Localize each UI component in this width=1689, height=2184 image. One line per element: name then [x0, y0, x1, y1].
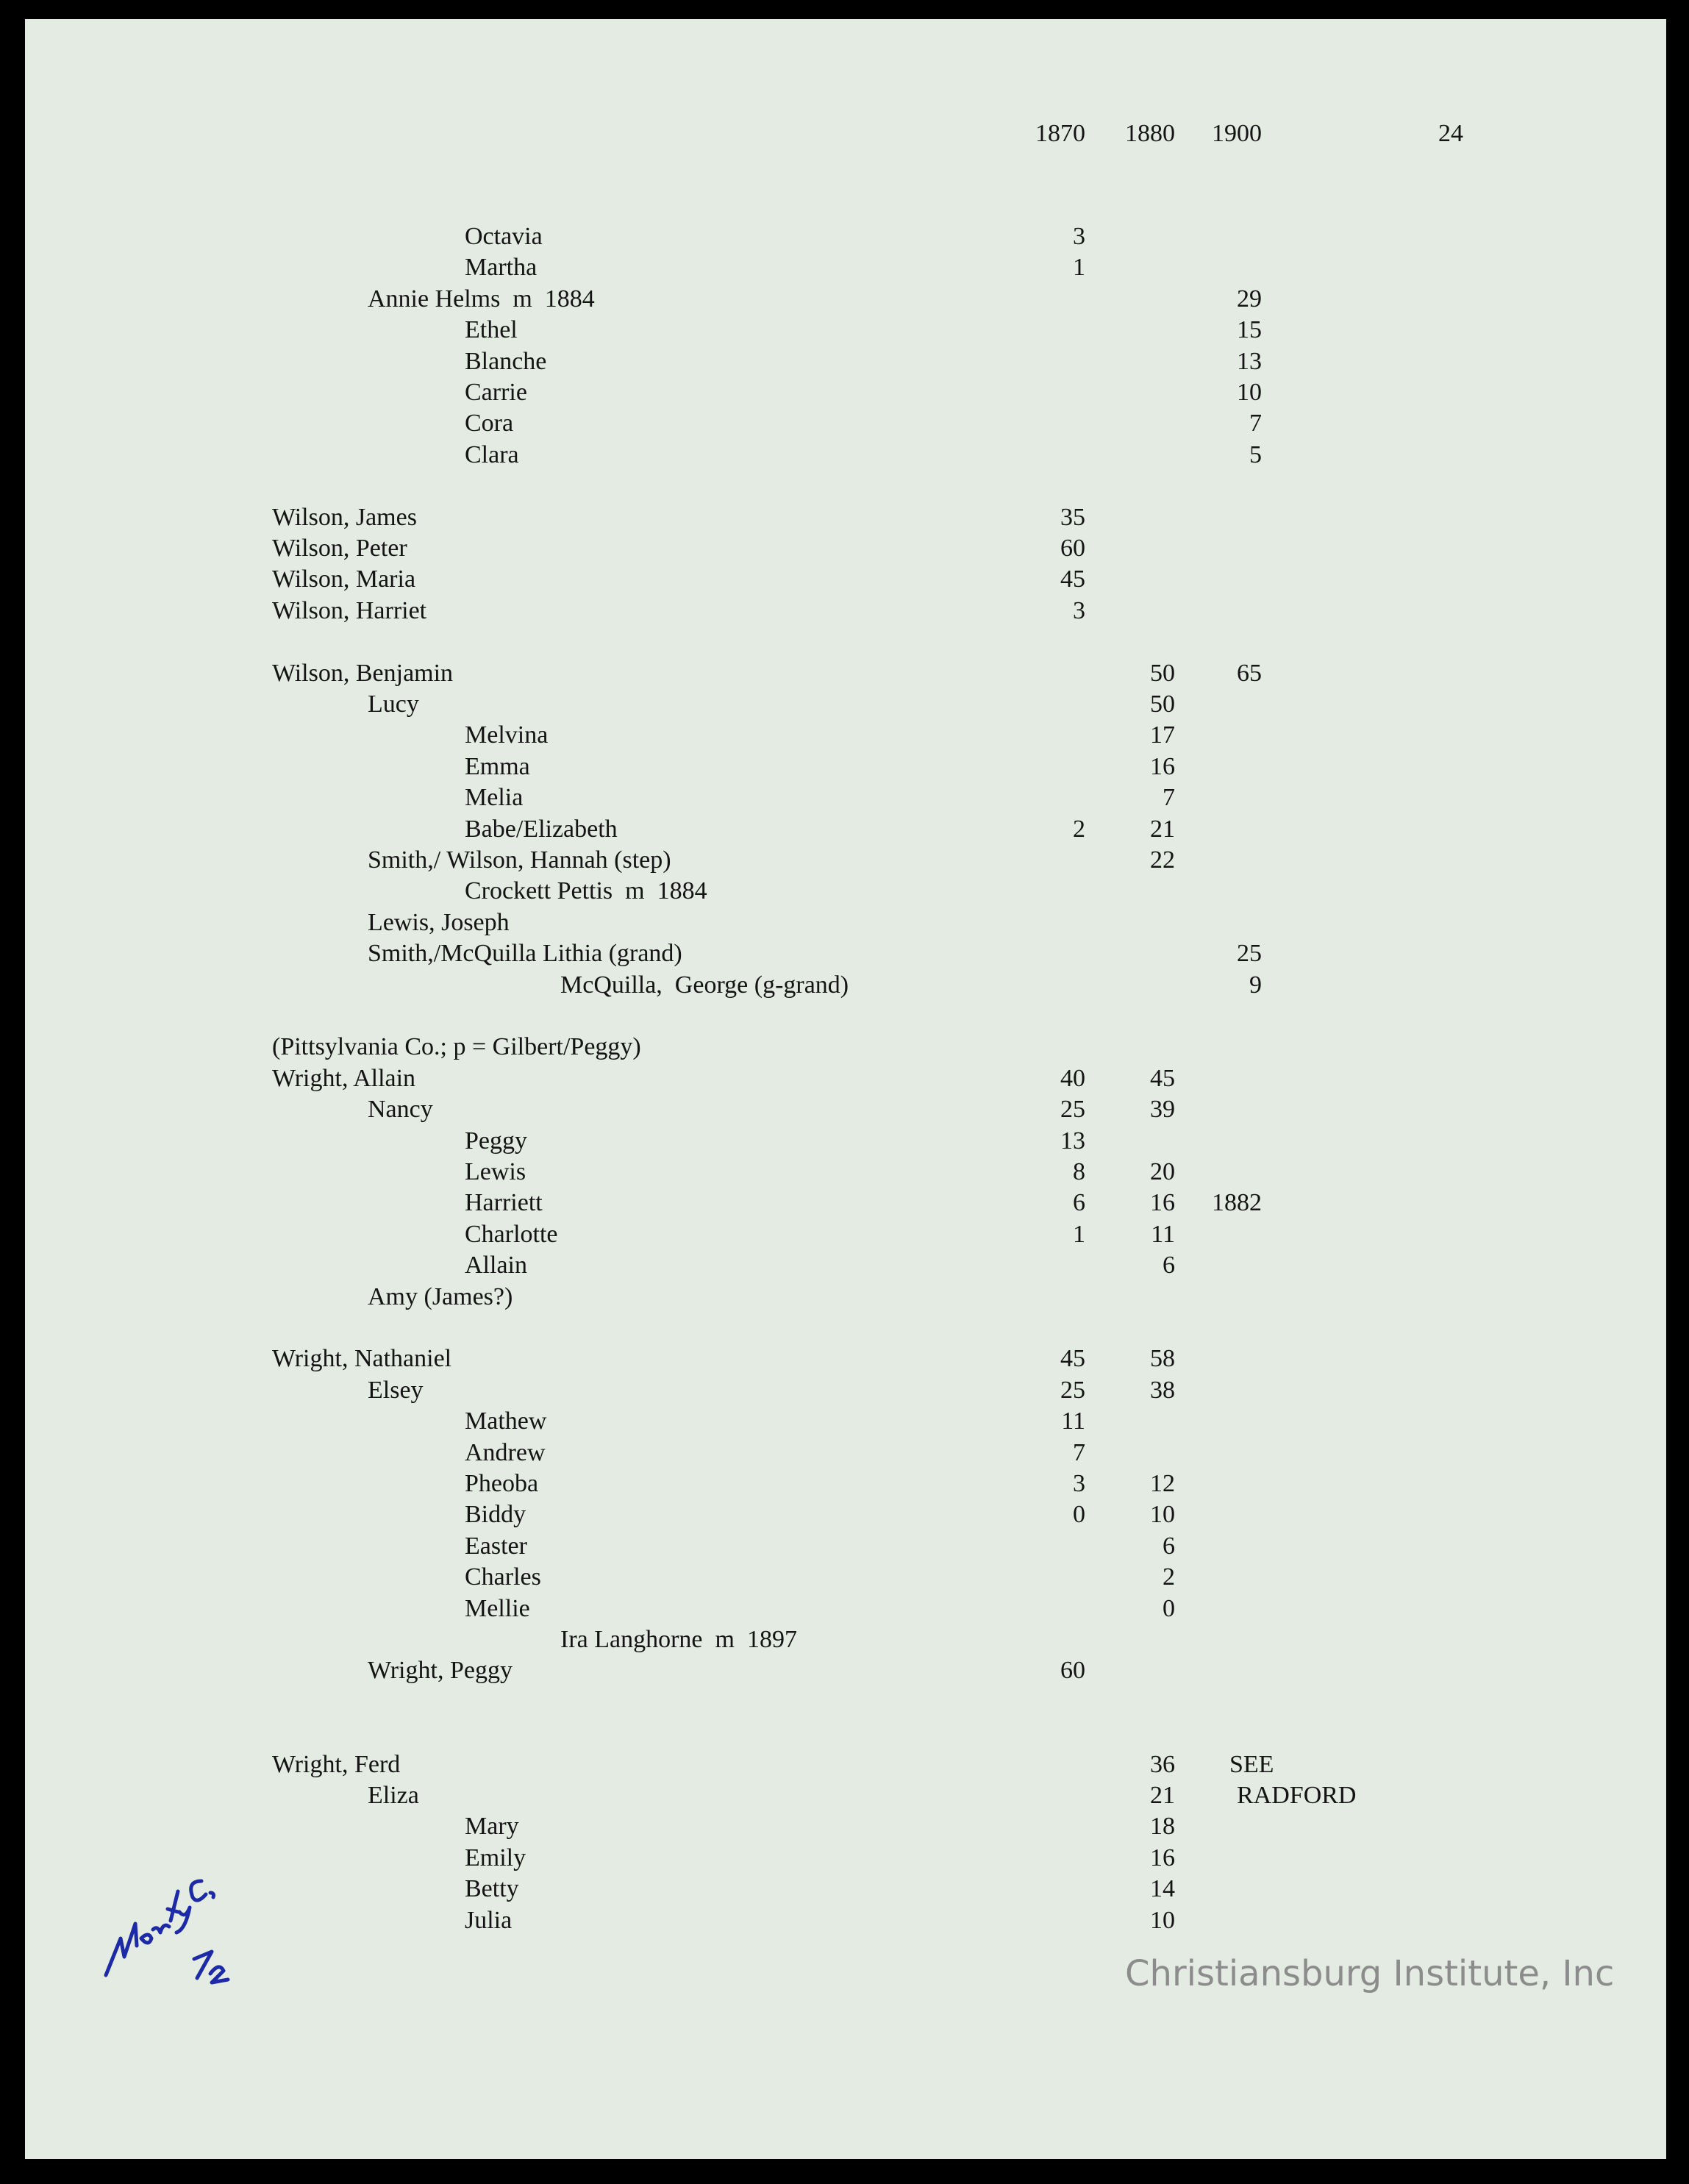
age-1870: 0 [1073, 1501, 1085, 1529]
age-1870: 25 [1060, 1096, 1085, 1124]
age-1880: 10 [1150, 1906, 1175, 1934]
page-number: 24 [1438, 120, 1463, 147]
entry-name: Octavia [465, 223, 543, 250]
entry-name: Lewis [465, 1158, 526, 1185]
age-1900: 5 [1249, 440, 1262, 468]
age-1870: 45 [1060, 565, 1085, 593]
age-1870: 3 [1073, 223, 1085, 250]
age-1880: 45 [1150, 1064, 1175, 1092]
entry-name: Emma [465, 752, 530, 780]
age-1870: 13 [1060, 1127, 1085, 1155]
entry-name: Pheoba [465, 1470, 539, 1497]
age-1880: 50 [1150, 659, 1175, 687]
entry-name: Allain [465, 1252, 527, 1280]
entry-name: Blanche [465, 347, 547, 375]
entry-name: Ethel [465, 316, 518, 344]
entry-name: Mary [465, 1813, 519, 1841]
entry-name: Wilson, James [272, 503, 417, 531]
age-1900: 65 [1237, 659, 1262, 687]
age-1880: 36 [1150, 1750, 1175, 1778]
age-1880: 17 [1150, 721, 1175, 749]
age-1880: 7 [1163, 784, 1175, 812]
entry-name: Martha [465, 254, 538, 282]
entry-name: Elsey [368, 1376, 424, 1404]
age-1900: 29 [1237, 285, 1262, 313]
age-1880: 50 [1150, 690, 1175, 718]
age-1880: 2 [1163, 1563, 1175, 1591]
entry-name: Amy (James?) [368, 1282, 513, 1310]
age-1900: 7 [1249, 410, 1262, 438]
age-1870: 2 [1073, 815, 1085, 843]
watermark-text: Christiansburg Institute, Inc [1125, 1953, 1615, 1994]
entry-name: Harriett [465, 1189, 543, 1217]
entry-name: Annie Helms m 1884 [368, 285, 595, 313]
entry-name: Emily [465, 1844, 526, 1871]
entry-name: Andrew [465, 1438, 546, 1466]
entry-name: Julia [465, 1906, 513, 1934]
age-1880: 16 [1150, 1189, 1175, 1217]
entry-name: McQuilla, George (g-grand) [560, 971, 849, 999]
age-1880: 18 [1150, 1813, 1175, 1841]
age-1900: 9 [1249, 971, 1262, 999]
entry-name: (Pittsylvania Co.; p = Gilbert/Peggy) [272, 1033, 641, 1061]
handwritten-county-note [91, 1835, 238, 1997]
entry-name: Smith,/McQuilla Lithia (grand) [368, 940, 682, 968]
entry-name: Babe/Elizabeth [465, 815, 618, 843]
age-1880: 16 [1150, 1844, 1175, 1871]
age-1870: 1 [1073, 254, 1085, 282]
cross-reference-note: SEE [1229, 1750, 1274, 1778]
age-1880: 6 [1163, 1252, 1175, 1280]
entry-name: Crockett Pettis m 1884 [465, 877, 707, 905]
age-1900: 13 [1237, 347, 1262, 375]
entry-name: Clara [465, 440, 519, 468]
entry-name: Ira Langhorne m 1897 [560, 1626, 797, 1653]
age-1880: 16 [1150, 752, 1175, 780]
age-1880: 11 [1151, 1220, 1175, 1248]
age-1870: 8 [1073, 1158, 1085, 1185]
entry-name: Charlotte [465, 1220, 558, 1248]
entry-name: Mellie [465, 1594, 530, 1622]
entry-name: Easter [465, 1532, 527, 1560]
entry-name: Wilson, Harriet [272, 596, 427, 624]
entry-name: Wright, Allain [272, 1064, 416, 1092]
age-1870: 7 [1073, 1438, 1085, 1466]
age-1870: 35 [1060, 503, 1085, 531]
age-1900: 1882 [1212, 1189, 1262, 1217]
age-1870: 60 [1060, 535, 1085, 562]
entry-name: Wright, Peggy [368, 1657, 513, 1685]
age-1870: 60 [1060, 1657, 1085, 1685]
age-1880: 39 [1150, 1096, 1175, 1124]
age-1870: 3 [1073, 596, 1085, 624]
entry-name: Melia [465, 784, 524, 812]
entry-name: Lewis, Joseph [368, 908, 510, 936]
entry-name: Carrie [465, 379, 527, 406]
entry-name: Nancy [368, 1096, 433, 1124]
age-1900: 25 [1237, 940, 1262, 968]
age-1880: 6 [1163, 1532, 1175, 1560]
entry-name: Wilson, Maria [272, 565, 416, 593]
age-1880: 10 [1150, 1501, 1175, 1529]
column-header-1900: 1900 [1212, 120, 1262, 147]
entry-name: Biddy [465, 1501, 526, 1529]
column-header-1870: 1870 [1035, 120, 1085, 147]
age-1900: 15 [1237, 316, 1262, 344]
age-1870: 3 [1073, 1470, 1085, 1497]
age-1880: 0 [1163, 1594, 1175, 1622]
entry-name: Wright, Nathaniel [272, 1345, 452, 1373]
age-1900: 10 [1237, 379, 1262, 406]
age-1870: 40 [1060, 1064, 1085, 1092]
age-1870: 11 [1061, 1407, 1085, 1435]
column-header-1880: 1880 [1125, 120, 1175, 147]
entry-name: Wilson, Peter [272, 535, 407, 562]
age-1880: 21 [1150, 1782, 1175, 1809]
age-1870: 1 [1073, 1220, 1085, 1248]
entry-name: Charles [465, 1563, 541, 1591]
entry-name: Lucy [368, 690, 419, 718]
age-1880: 20 [1150, 1158, 1175, 1185]
entry-name: Mathew [465, 1407, 547, 1435]
age-1870: 6 [1073, 1189, 1085, 1217]
handwritten-annotation [91, 1835, 238, 1997]
entry-name: Cora [465, 410, 514, 438]
document-page [25, 19, 1666, 2159]
entry-name: Wright, Ferd [272, 1750, 401, 1778]
entry-name: Smith,/ Wilson, Hannah (step) [368, 846, 671, 874]
age-1880: 38 [1150, 1376, 1175, 1404]
age-1880: 14 [1150, 1875, 1175, 1903]
cross-reference-note: RADFORD [1237, 1782, 1357, 1809]
entry-name: Peggy [465, 1127, 527, 1155]
age-1870: 25 [1060, 1376, 1085, 1404]
age-1880: 21 [1150, 815, 1175, 843]
entry-name: Eliza [368, 1782, 419, 1809]
entry-name: Wilson, Benjamin [272, 659, 454, 687]
age-1870: 45 [1060, 1345, 1085, 1373]
entry-name: Betty [465, 1875, 519, 1903]
age-1880: 22 [1150, 846, 1175, 874]
age-1880: 12 [1150, 1470, 1175, 1497]
age-1880: 58 [1150, 1345, 1175, 1373]
entry-name: Melvina [465, 721, 549, 749]
